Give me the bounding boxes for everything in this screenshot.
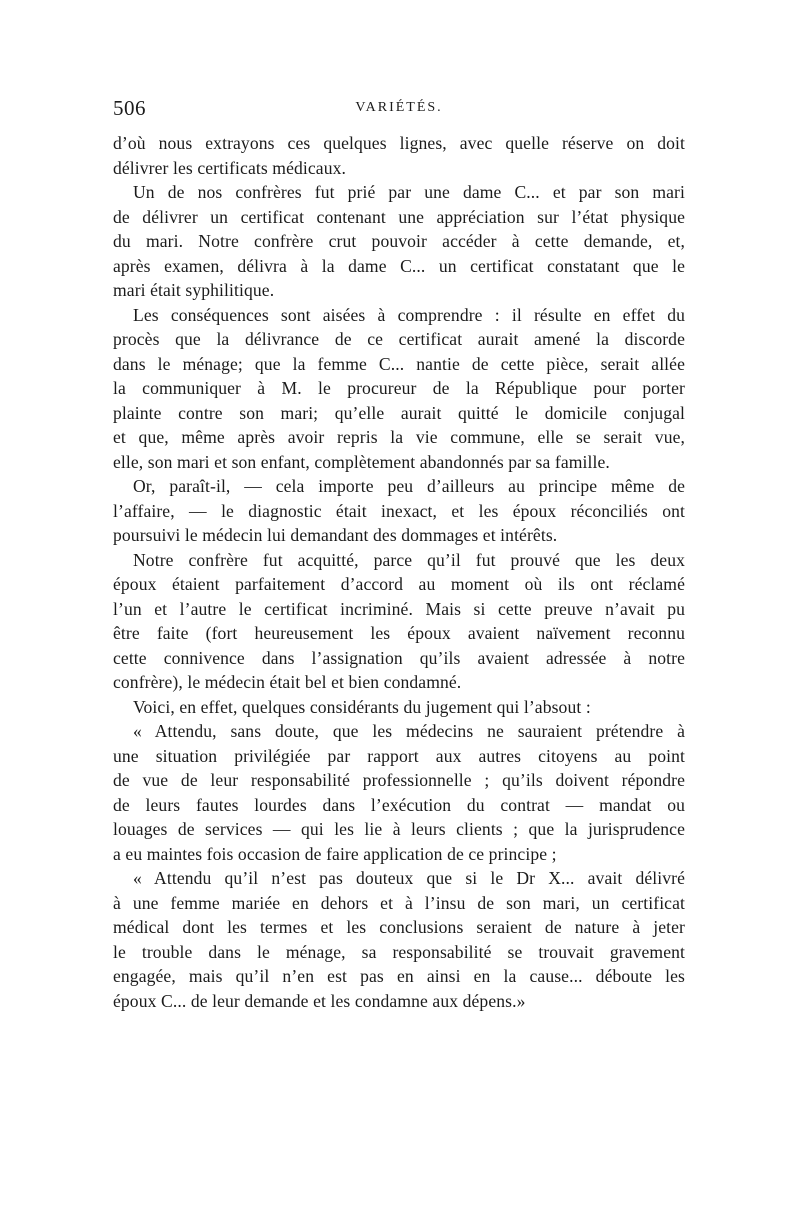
text-line: plainte contre son mari; qu’elle aurait quitté le domicile conjugal (113, 402, 685, 423)
text-line: après examen, délivra à la dame C... un certificat constatant que le (113, 255, 685, 276)
text-line: Un de nos confrères fut prié par une dame C... et par son mari (133, 182, 685, 202)
text-line: médical dont les termes et les conclusions seraient de nature à jeter (113, 917, 685, 937)
text-line: poursuivi le médecin lui demandant des dommages et intérêts. (113, 525, 558, 545)
text-line: l’affaire, — le diagnostic était inexact, et les époux réconciliés ont (113, 500, 685, 521)
text-line: à une femme mariée en dehors et à l’insu de son mari, un certificat (113, 892, 685, 913)
running-head: VARIÉTÉS. (355, 100, 443, 115)
text-line: Les conséquences sont aisées à comprendre : il résulte en effet du (133, 304, 685, 325)
page-number: 506 (113, 96, 146, 120)
text-line: délivrer les certificats médicaux. (113, 157, 346, 178)
text-line: « Attendu, sans doute, que les médecins ne sauraient prétendre à (133, 721, 685, 741)
text-line: du mari. Notre confrère crut pouvoir accéder à cette demande, et, (113, 231, 685, 251)
text-line: d’où nous extrayons ces quelques lignes, avec quelle réserve on doit (113, 133, 685, 153)
text-line: Or, paraît-il, — cela importe peu d’ailleurs au principe même de (133, 476, 685, 496)
text-line: « Attendu qu’il n’est pas douteux que si le Dr X... avait délivré (133, 868, 685, 888)
text-line: Notre confrère fut acquitté, parce qu’il fut prouvé que les deux (133, 549, 685, 570)
text-line: l’un et l’autre le certificat incriminé. Mais si cette preuve n’avait pu (113, 598, 685, 619)
text-line: le trouble dans le ménage, sa responsabilité se trouvait gravement (113, 941, 685, 962)
text-line: de délivrer un certificat contenant une appréciation sur l’état physique (113, 206, 685, 227)
text-line: a eu maintes fois occasion de faire application de ce principe ; (113, 843, 557, 864)
text-line: engagée, mais qu’il n’en est pas en ainsi en la cause... déboute les (113, 966, 685, 986)
text-line: mari était syphilitique. (113, 280, 275, 300)
text-line: Voici, en effet, quelques considérants du jugement qui l’absout : (133, 696, 591, 717)
text-line: cette connivence dans l’assignation qu’ils avaient adressée à notre (113, 647, 685, 668)
text-line: elle, son mari et son enfant, complètement abandonnés par sa famille. (113, 451, 610, 472)
body-text (113, 131, 685, 1013)
text-line: être faite (fort heureusement les époux avaient naïvement reconnu (113, 623, 685, 643)
text-line: une situation privilégiée par rapport aux autres citoyens au point (113, 745, 685, 766)
text-line: de leurs fautes lourdes dans l’exécution du contrat — mandat ou (113, 794, 685, 815)
text-line: et que, même après avoir repris la vie commune, elle se serait vue, (113, 427, 685, 447)
page-header (113, 96, 685, 124)
text-line: époux C... de leur demande et les condamne aux dépens.» (113, 990, 526, 1011)
text-line: dans le ménage; que la femme C... nantie de cette pièce, serait allée (113, 353, 685, 374)
text-line: la communiquer à M. le procureur de la République pour porter (113, 378, 685, 398)
text-line: confrère), le médecin était bel et bien condamné. (113, 672, 462, 692)
text-line: époux étaient parfaitement d’accord au moment où ils ont réclamé (113, 574, 685, 594)
text-line: procès que la délivrance de ce certificat aurait amené la discorde (113, 329, 685, 349)
text-line: louages de services — qui les lie à leurs clients ; que la jurisprudence (113, 819, 685, 839)
text-line: de vue de leur responsabilité professionnelle ; qu’ils doivent répondre (113, 770, 685, 790)
